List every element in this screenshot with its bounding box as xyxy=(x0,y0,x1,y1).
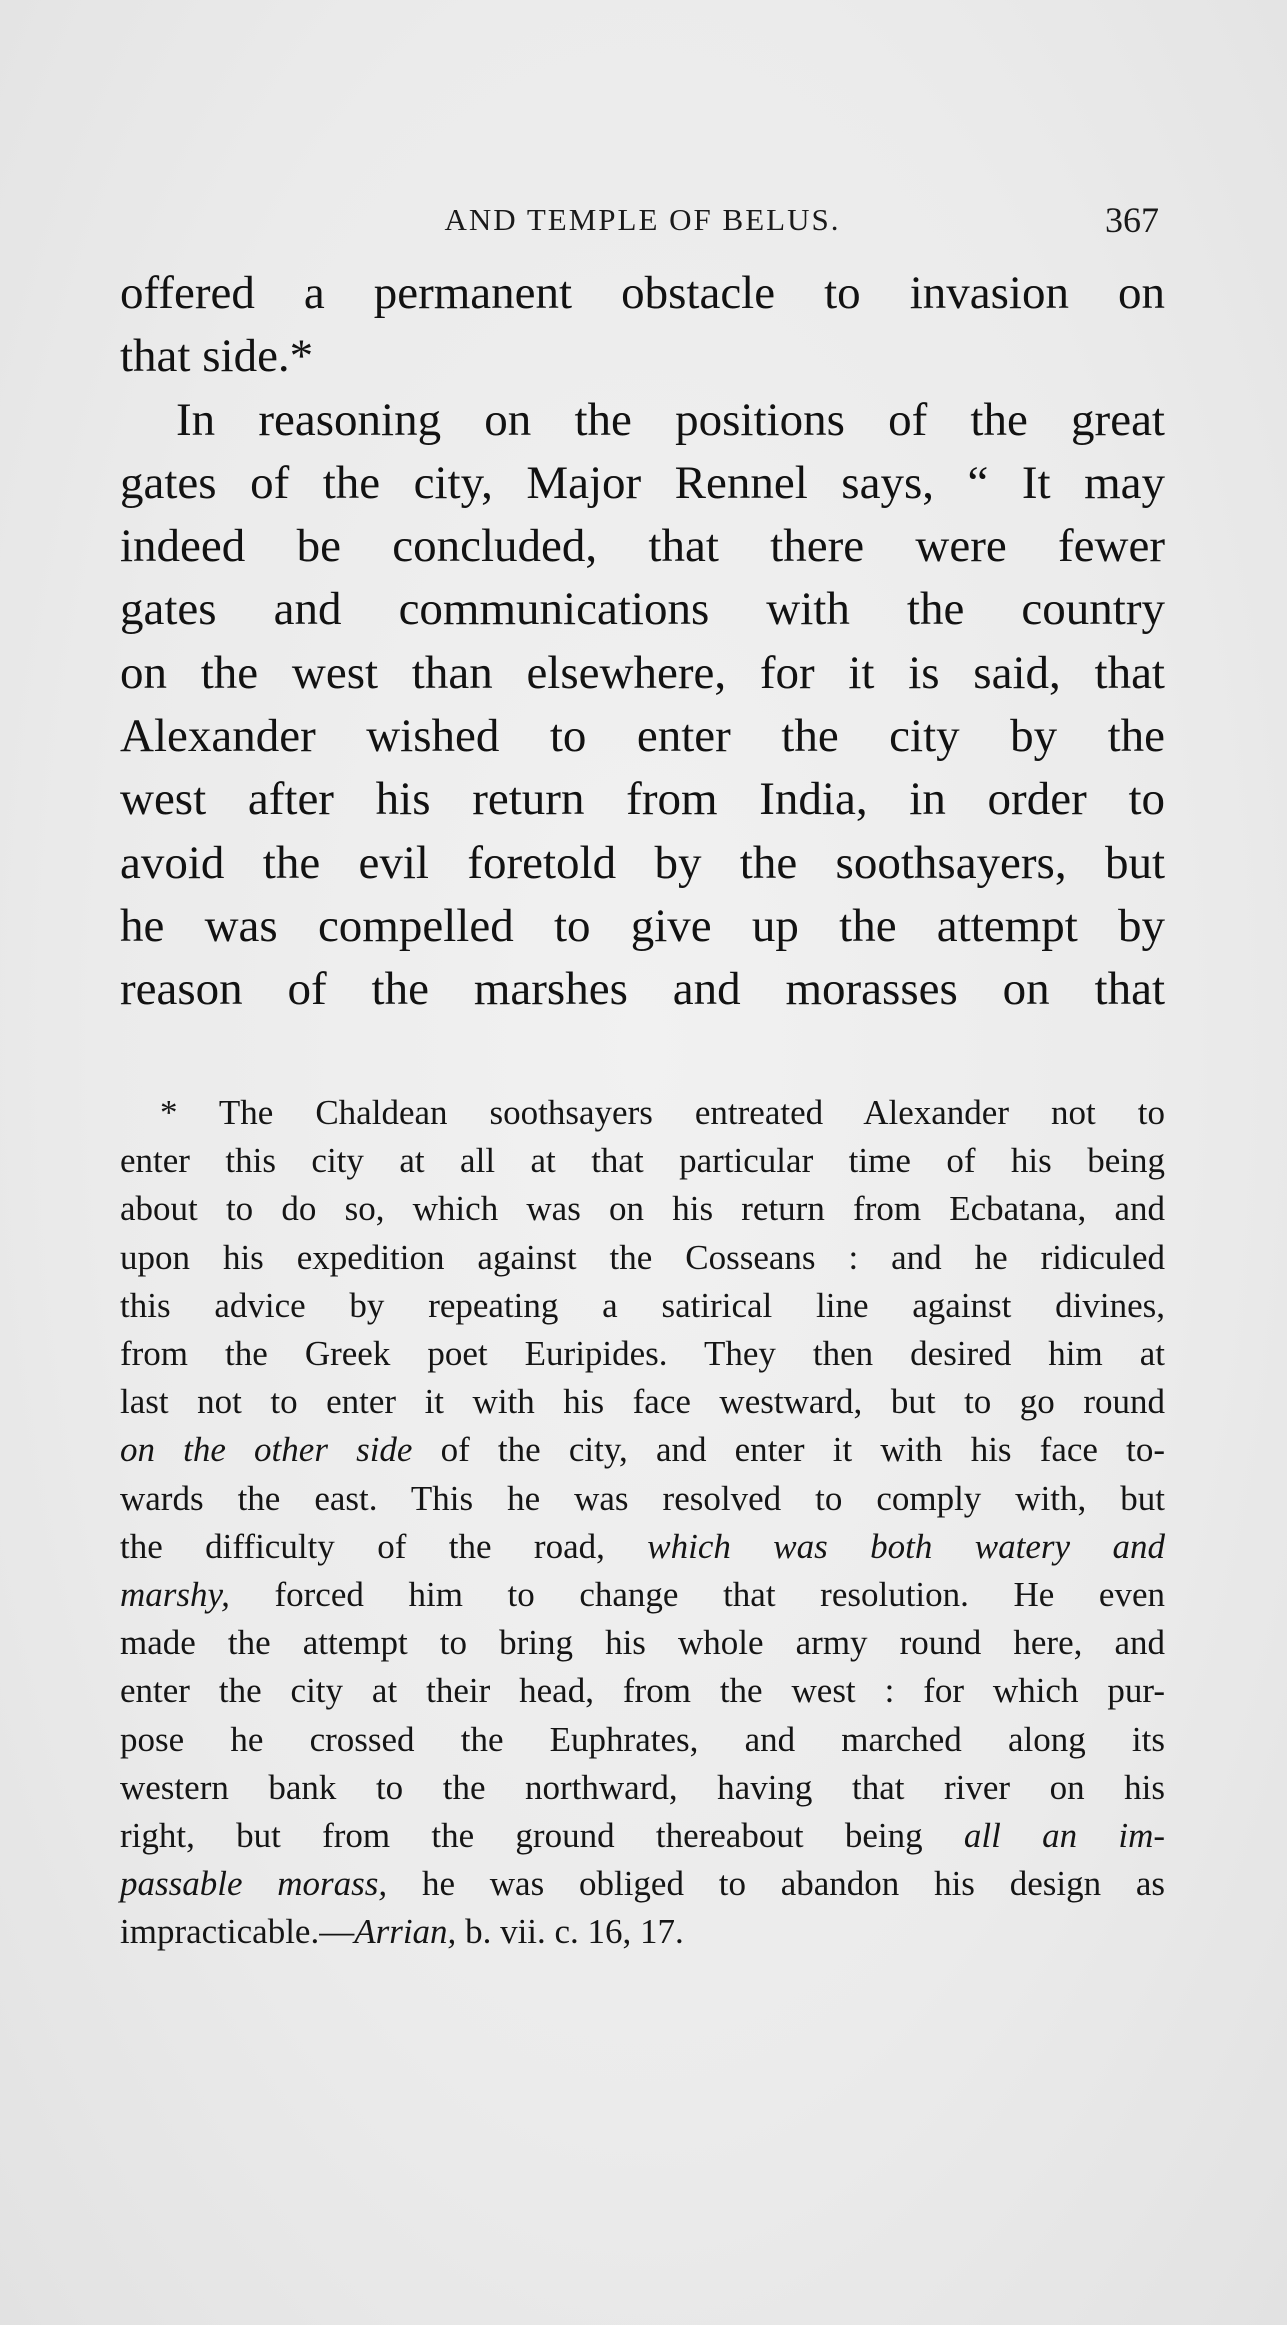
main-text xyxy=(120,262,1165,1022)
text-line: reason of the marshes and morasses on that xyxy=(120,963,1165,1016)
footnote-text: impracticable.— xyxy=(120,1912,355,1952)
text-line: he was compelled to give up the attempt by xyxy=(120,899,1165,952)
footnote-italic: Arrian, xyxy=(354,1912,457,1952)
footnote-line: wards the east. This he was resolved to comply with, but xyxy=(120,1478,1165,1518)
footnote-line: western bank to the northward, having that river on his xyxy=(120,1767,1165,1807)
footnote-italic: passable morass, xyxy=(120,1864,388,1904)
footnote-text: right, but from the ground thereabout being xyxy=(120,1816,964,1856)
footnote-text: the difficulty of the road, xyxy=(120,1526,648,1566)
footnote-italic: which was both watery and xyxy=(647,1526,1165,1566)
footnote-line: * The Chaldean soothsayers entreated Alexander not to xyxy=(160,1093,1165,1132)
footnote-line xyxy=(120,1860,1165,1908)
footnote-line: made the attempt to bring his whole army round here, and xyxy=(120,1623,1165,1663)
text-line: indeed be concluded, that there were fewer xyxy=(120,520,1165,573)
page-number: 367 xyxy=(1105,200,1159,240)
footnote-line: this advice by repeating a satirical line against divines, xyxy=(120,1285,1165,1325)
text-line: on the west than elsewhere, for it is said, that xyxy=(120,646,1165,699)
footnote-italic: on the other side xyxy=(120,1430,413,1470)
footnote-line: last not to enter it with his face westward, but to go round xyxy=(120,1382,1165,1422)
footnote-line xyxy=(120,1812,1165,1860)
footnote-italic: marshy, xyxy=(120,1575,230,1615)
footnote-line: pose he crossed the Euphrates, and marched along its xyxy=(120,1719,1165,1759)
footnote xyxy=(120,1089,1165,1957)
footnote-text: of the city, and enter it with his face to- xyxy=(412,1430,1165,1470)
text-line: avoid the evil foretold by the soothsayers, but xyxy=(120,836,1165,889)
footnote-line: enter this city at all at that particular time of his being xyxy=(120,1141,1165,1181)
footnote-line xyxy=(120,1523,1165,1571)
footnote-line: from the Greek poet Euripides. They then desired him at xyxy=(120,1334,1165,1374)
text-line: offered a permanent obstacle to invasion on xyxy=(120,267,1165,319)
footnote-line xyxy=(120,1908,1165,1956)
text-line: In reasoning on the positions of the great xyxy=(176,393,1165,446)
text-line: gates and communications with the country xyxy=(120,583,1165,636)
footnote-line: enter the city at their head, from the west : for which pur- xyxy=(120,1671,1165,1711)
running-head xyxy=(120,200,1165,240)
text-line: gates of the city, Major Rennel says, “ It may xyxy=(120,456,1165,509)
text-line: Alexander wished to enter the city by the xyxy=(120,710,1165,763)
footnote-line: upon his expedition against the Cosseans : and he ridiculed xyxy=(120,1237,1165,1277)
text-line: west after his return from India, in order to xyxy=(120,773,1165,826)
footnote-line xyxy=(120,1426,1165,1474)
footnote-line xyxy=(120,1571,1165,1619)
footnote-text: he was obliged to abandon his design as xyxy=(387,1864,1166,1904)
text-line: that side.* xyxy=(120,330,314,383)
footnote-italic: all an im- xyxy=(963,1816,1165,1856)
footnote-text: b. vii. c. 16, 17. xyxy=(456,1912,684,1952)
footnote-text: forced him to change that resolution. He even xyxy=(229,1575,1165,1615)
running-title: AND TEMPLE OF BELUS. xyxy=(444,202,841,237)
footnote-line: about to do so, which was on his return from Ecbatana, and xyxy=(120,1189,1165,1229)
